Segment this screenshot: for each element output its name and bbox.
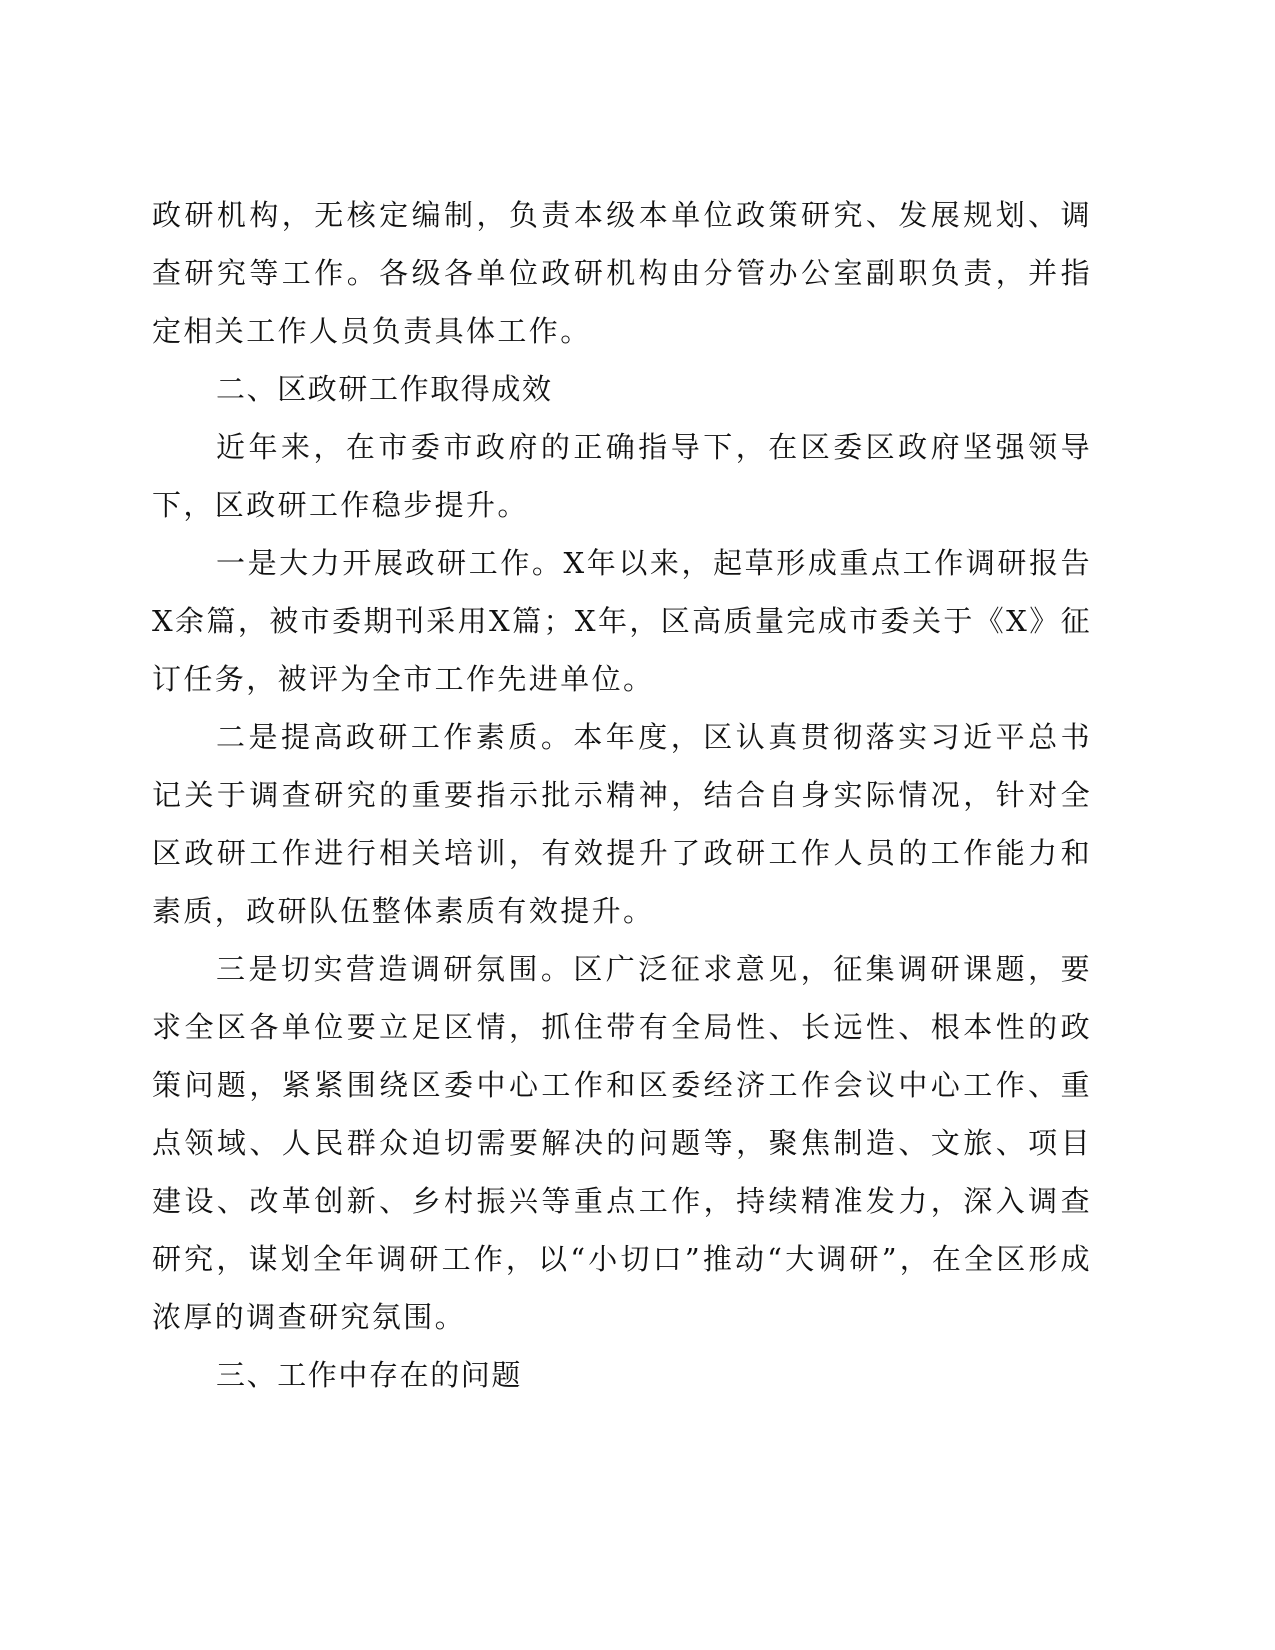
section-two-paragraph-2: 一是大力开展政研工作。X年以来，起草形成重点工作调研报告X余篇，被市委期刊采用X篇；X年，区高质量完成市委关于《X》征订任务，被评为全市工作先进单位。 bbox=[152, 546, 1092, 696]
section-two-paragraph-4: 三是切实营造调研氛围。区广泛征求意见，征集调研课题，要求全区各单位要立足区情，抓住带有全局性、长远性、根本性的政策问题，紧紧围绕区委中心工作和区委经济工作会议中心工作、重点领域、人民群众迫切需要解决的问题等，聚焦制造、文旅、项目建设、改革创新、乡村振兴等重点工作，持续精准发力，深入调查研究，谋划全年调研工作，以“小切口”推动“大调研”，在全区形成浓厚的调查研究氛围。 bbox=[152, 952, 1092, 1334]
section-three-heading: 三、工作中存在的问题 bbox=[216, 1358, 523, 1392]
document-body bbox=[152, 186, 1092, 1404]
intro-paragraph: 政研机构，无核定编制，负责本级本单位政策研究、发展规划、调查研究等工作。各级各单位政研机构由分管办公室副职负责，并指定相关工作人员负责具体工作。 bbox=[152, 198, 1092, 348]
section-two-heading: 二、区政研工作取得成效 bbox=[216, 372, 553, 406]
section-two-paragraph-3: 二是提高政研工作素质。本年度，区认真贯彻落实习近平总书记关于调查研究的重要指示批示精神，结合自身实际情况，针对全区政研工作进行相关培训，有效提升了政研工作人员的工作能力和素质，政研队伍整体素质有效提升。 bbox=[152, 720, 1092, 928]
section-two-paragraph-1: 近年来，在市委市政府的正确指导下，在区委区政府坚强领导下，区政研工作稳步提升。 bbox=[152, 430, 1092, 522]
